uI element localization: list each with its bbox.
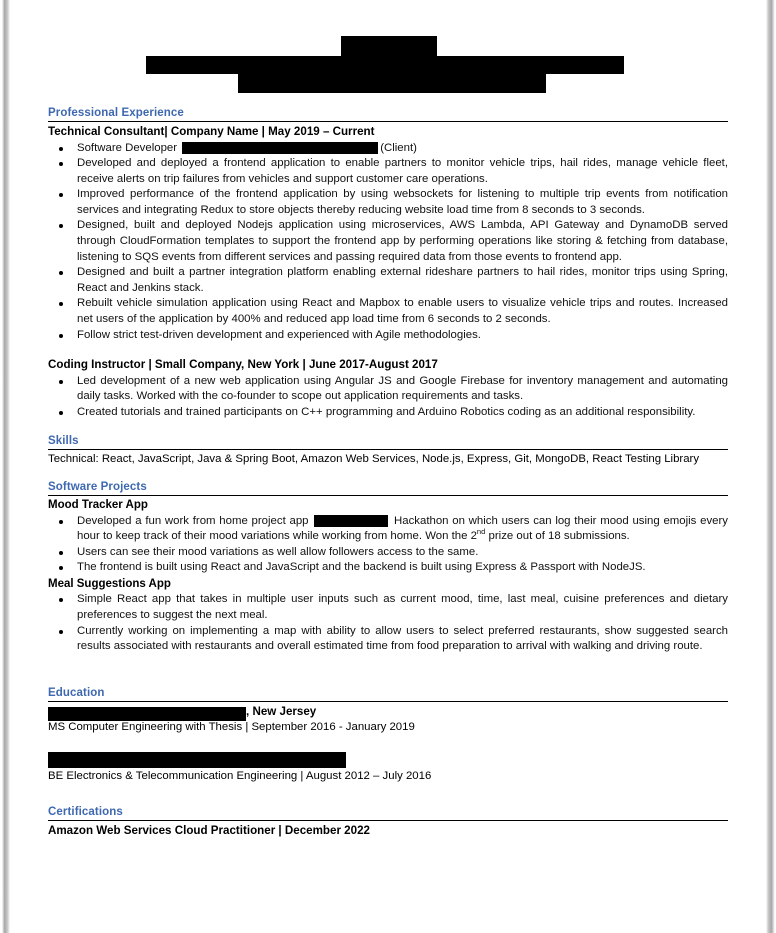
resume-page (10, 0, 766, 933)
bullet-map-restaurants: Currently working on implementing a map with ability to allow users to select preferred restaurants, show suggested search results associated with restaurants and overall estimated time from food preparation to arrival with walking and driving route. (48, 624, 728, 655)
education-degree-bachelors: BE Electronics & Telecommunication Engineering | August 2012 – July 2016 (48, 769, 432, 782)
education-entry-masters (48, 704, 728, 736)
header-redaction-bar-2 (146, 56, 624, 74)
certification-aws-cloud-practitioner: Amazon Web Services Cloud Practitioner | December 2022 (48, 824, 370, 838)
job-bullets-technical-consultant (48, 141, 728, 344)
resume-header-redacted (48, 0, 728, 93)
page-gutter-left (0, 0, 10, 933)
job-title-coding-instructor: Coding Instructor | Small Company, New York | June 2017-August 2017 (48, 358, 438, 372)
project-name-mood-tracker-app: Mood Tracker App (48, 499, 148, 511)
school-redaction-bar-2 (48, 752, 346, 768)
section-skills (48, 434, 728, 468)
spacer-before-education (48, 655, 728, 673)
bullet-prefix: Developed a fun work from home project app (77, 514, 313, 527)
school-location: , New Jersey (246, 704, 317, 718)
section-heading-software-projects: Software Projects (48, 480, 728, 496)
section-heading-certifications: Certifications (48, 805, 728, 821)
bullet-vehicle-simulation: Rebuilt vehicle simulation application using React and Mapbox to enable users to visualize vehicle trips and routes. Increased net users of the application by 400% and reduced app load time from 6 seconds to 2 seconds. (48, 296, 728, 327)
bullet-prefix: Software Developer (77, 141, 181, 154)
job-title-technical-consultant: Technical Consultant| Company Name | May 2019 – Current (48, 125, 375, 138)
bullet-user-inputs-meal: Simple React app that takes in multiple user inputs such as current mood, time, last meal, cuisine preferences and dietary preferences to suggest the next meal. (48, 592, 728, 623)
skills-technical-line: Technical: React, JavaScript, Java & Spring Boot, Amazon Web Services, Node.js, Express, Git, MongoDB, React Testing Library (48, 452, 700, 465)
education-entry-bachelors (48, 752, 728, 785)
section-heading-professional-experience: Professional Experience (48, 106, 728, 122)
education-degree-masters: MS Computer Engineering with Thesis | September 2016 - January 2019 (48, 721, 415, 734)
header-redaction-bar-3 (238, 74, 546, 93)
bullet-partner-integration-platform: Designed and built a partner integration platform enabling external rideshare partners to hail rides, monitor trips using Spring, React and Jenkins stack. (48, 265, 728, 296)
ordinal-superscript: nd (476, 527, 486, 537)
bullet-suffix-a: Hackathon on which users can log their mood using emojis every hour to keep track of their mood variations while working from home. Won the 2 (77, 514, 728, 543)
school-redaction-bar-1 (48, 707, 246, 721)
client-redaction-bar (182, 142, 378, 154)
bullet-angular-firebase: Led development of a new web application using Angular JS and Google Firebase for inventory management and automating daily tasks. Worked with the co-founder to scope out application requirements and tasks. (48, 374, 728, 405)
hackathon-redaction-bar (314, 515, 388, 527)
project-bullets-mood-tracker (48, 514, 728, 576)
bullet-nodejs-microservices: Designed, built and deployed Nodejs application using microservices, AWS Lambda, API Gateway and DynamoDB served through CloudFormation templates to support the frontend app by performing operations like storing & fetching from database, listening to SQS events from different services and passing required data from those events to frontend app. (48, 218, 728, 265)
bullet-software-developer-client (48, 141, 728, 157)
page-gutter-right (766, 0, 776, 933)
bullet-suffix: (Client) (380, 141, 417, 154)
bullet-frontend-application: Developed and deployed a frontend application to enable partners to monitor vehicle trips, hail rides, manage vehicle fleet, receive alerts on trip failures from vehicles and support customer care operations. (48, 156, 728, 187)
section-heading-skills: Skills (48, 434, 728, 450)
spacer-before-certifications (48, 785, 728, 792)
bullet-frontend-backend-stack: The frontend is built using React and JavaScript and the backend is built using Express & Passport with NodeJS. (48, 560, 728, 576)
section-heading-education: Education (48, 686, 728, 702)
header-redaction-bar-1 (341, 36, 437, 56)
section-certifications (48, 805, 728, 839)
bullet-hackathon-mood-app (48, 514, 728, 545)
section-education (48, 686, 728, 785)
spacer-between-education-entries (48, 737, 728, 749)
education-school-line-1 (48, 704, 728, 720)
job-bullets-coding-instructor (48, 374, 728, 421)
bullet-suffix-b: prize out of 18 submissions. (485, 530, 630, 543)
project-name-meal-suggestions-app: Meal Suggestions App (48, 577, 171, 590)
bullet-test-driven-development: Follow strict test-driven development and experienced with Agile methodologies. (48, 328, 728, 344)
bullet-mood-variations-followers: Users can see their mood variations as well allow followers access to the same. (48, 545, 728, 561)
bullet-tutorials-cpp-arduino: Created tutorials and trained participants on C++ programming and Arduino Robotics coding as an additional responsibility. (48, 405, 728, 421)
section-professional-experience (48, 106, 728, 421)
bullet-websockets-performance: Improved performance of the frontend application by using websockets for listening to multiple trip events from notification services and integrating Redux to store objects thereby reducing website load time from 8 seconds to 3 seconds. (48, 187, 728, 218)
project-bullets-meal-suggestions (48, 592, 728, 654)
section-software-projects (48, 480, 728, 655)
spacer-between-jobs (48, 343, 728, 355)
